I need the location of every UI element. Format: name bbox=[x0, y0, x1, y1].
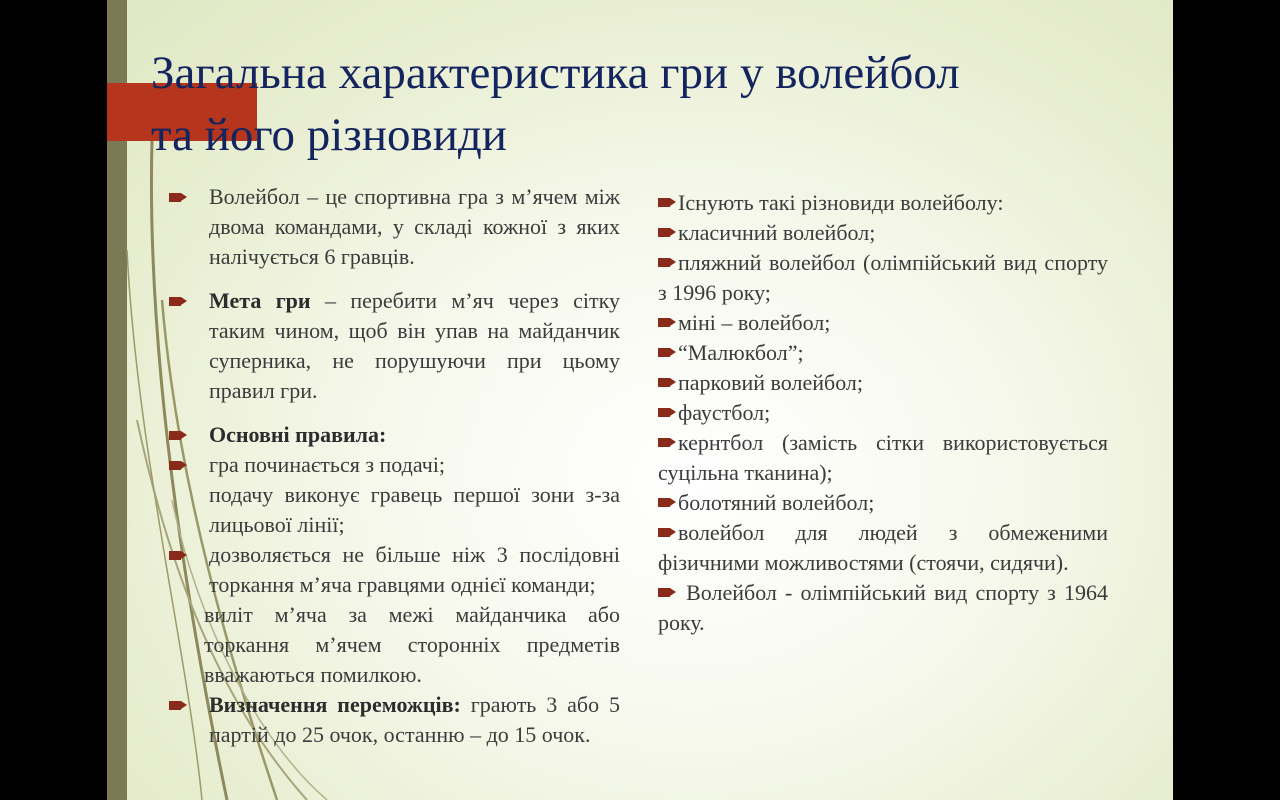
list-item: гра починається з подачі; bbox=[167, 450, 620, 480]
arrow-bullet-icon bbox=[658, 528, 676, 537]
list-item: міні – волейбол; bbox=[658, 308, 1108, 338]
arrow-bullet-icon bbox=[658, 318, 676, 327]
arrow-bullet-icon bbox=[658, 228, 676, 237]
list-item: пляжний волейбол (олімпійський вид спорту з 1996 року; bbox=[658, 250, 1108, 305]
arrow-bullet-icon bbox=[169, 551, 187, 560]
list-item: фаустбол; bbox=[658, 398, 1108, 428]
list-item: Волейбол – це спортивна гра з м’ячем між двома командами, у складі кожної з яких налічується 6 гравців. bbox=[167, 182, 620, 272]
left-column-list bbox=[167, 182, 620, 750]
list-item: волейбол для людей з обмеженими фізичними можливостями (стоячи, сидячи). bbox=[658, 520, 1108, 575]
arrow-bullet-icon bbox=[169, 297, 187, 306]
right-column-list bbox=[658, 188, 1108, 638]
arrow-bullet-icon bbox=[658, 198, 676, 207]
list-item: виліт м’яча за межі майданчика або торкання м’ячем сторонніх предметів вважаються помилкою. bbox=[204, 602, 620, 687]
arrow-bullet-icon bbox=[658, 258, 676, 267]
arrow-bullet-icon bbox=[658, 378, 676, 387]
list-item: “Малюкбол”; bbox=[658, 338, 1108, 368]
arrow-bullet-icon bbox=[658, 348, 676, 357]
arrow-bullet-icon bbox=[169, 431, 187, 440]
arrow-bullet-icon bbox=[658, 408, 676, 417]
title-line-1: Загальна характеристика гри у волейбол bbox=[151, 47, 960, 99]
list-item: Мета гри – перебити м’яч через сітку таким чином, щоб він упав на майданчик суперника, не порушуючи при цьому правил гри. bbox=[167, 286, 620, 406]
list-item: болотяний волейбол; bbox=[658, 488, 1108, 518]
list-item: дозволяється не більше ніж 3 послідовні торкання м’яча гравцями однієї команди; bbox=[167, 540, 620, 600]
arrow-bullet-icon bbox=[169, 193, 187, 202]
slide-title bbox=[151, 42, 1131, 166]
arrow-bullet-icon bbox=[658, 498, 676, 507]
slide bbox=[107, 0, 1173, 800]
arrow-bullet-icon bbox=[658, 588, 676, 597]
list-item: Існують такі різновиди волейболу: bbox=[658, 188, 1108, 218]
arrow-bullet-icon bbox=[169, 701, 187, 710]
list-item: Основні правила: bbox=[167, 420, 620, 450]
title-line-2: та його різновиди bbox=[151, 109, 507, 161]
list-item: Волейбол - олімпійський вид спорту з 1964 року. bbox=[658, 580, 1108, 635]
list-item: подачу виконує гравець першої зони з-за лицьової лінії; bbox=[209, 482, 620, 537]
arrow-bullet-icon bbox=[658, 438, 676, 447]
list-item: Визначення переможців: грають 3 або 5 партій до 25 очок, останню – до 15 очок. bbox=[167, 690, 620, 750]
list-item: класичний волейбол; bbox=[658, 218, 1108, 248]
list-item: парковий волейбол; bbox=[658, 368, 1108, 398]
arrow-bullet-icon bbox=[169, 461, 187, 470]
list-item: кернтбол (замість сітки використовується суцільна тканина); bbox=[658, 430, 1108, 485]
